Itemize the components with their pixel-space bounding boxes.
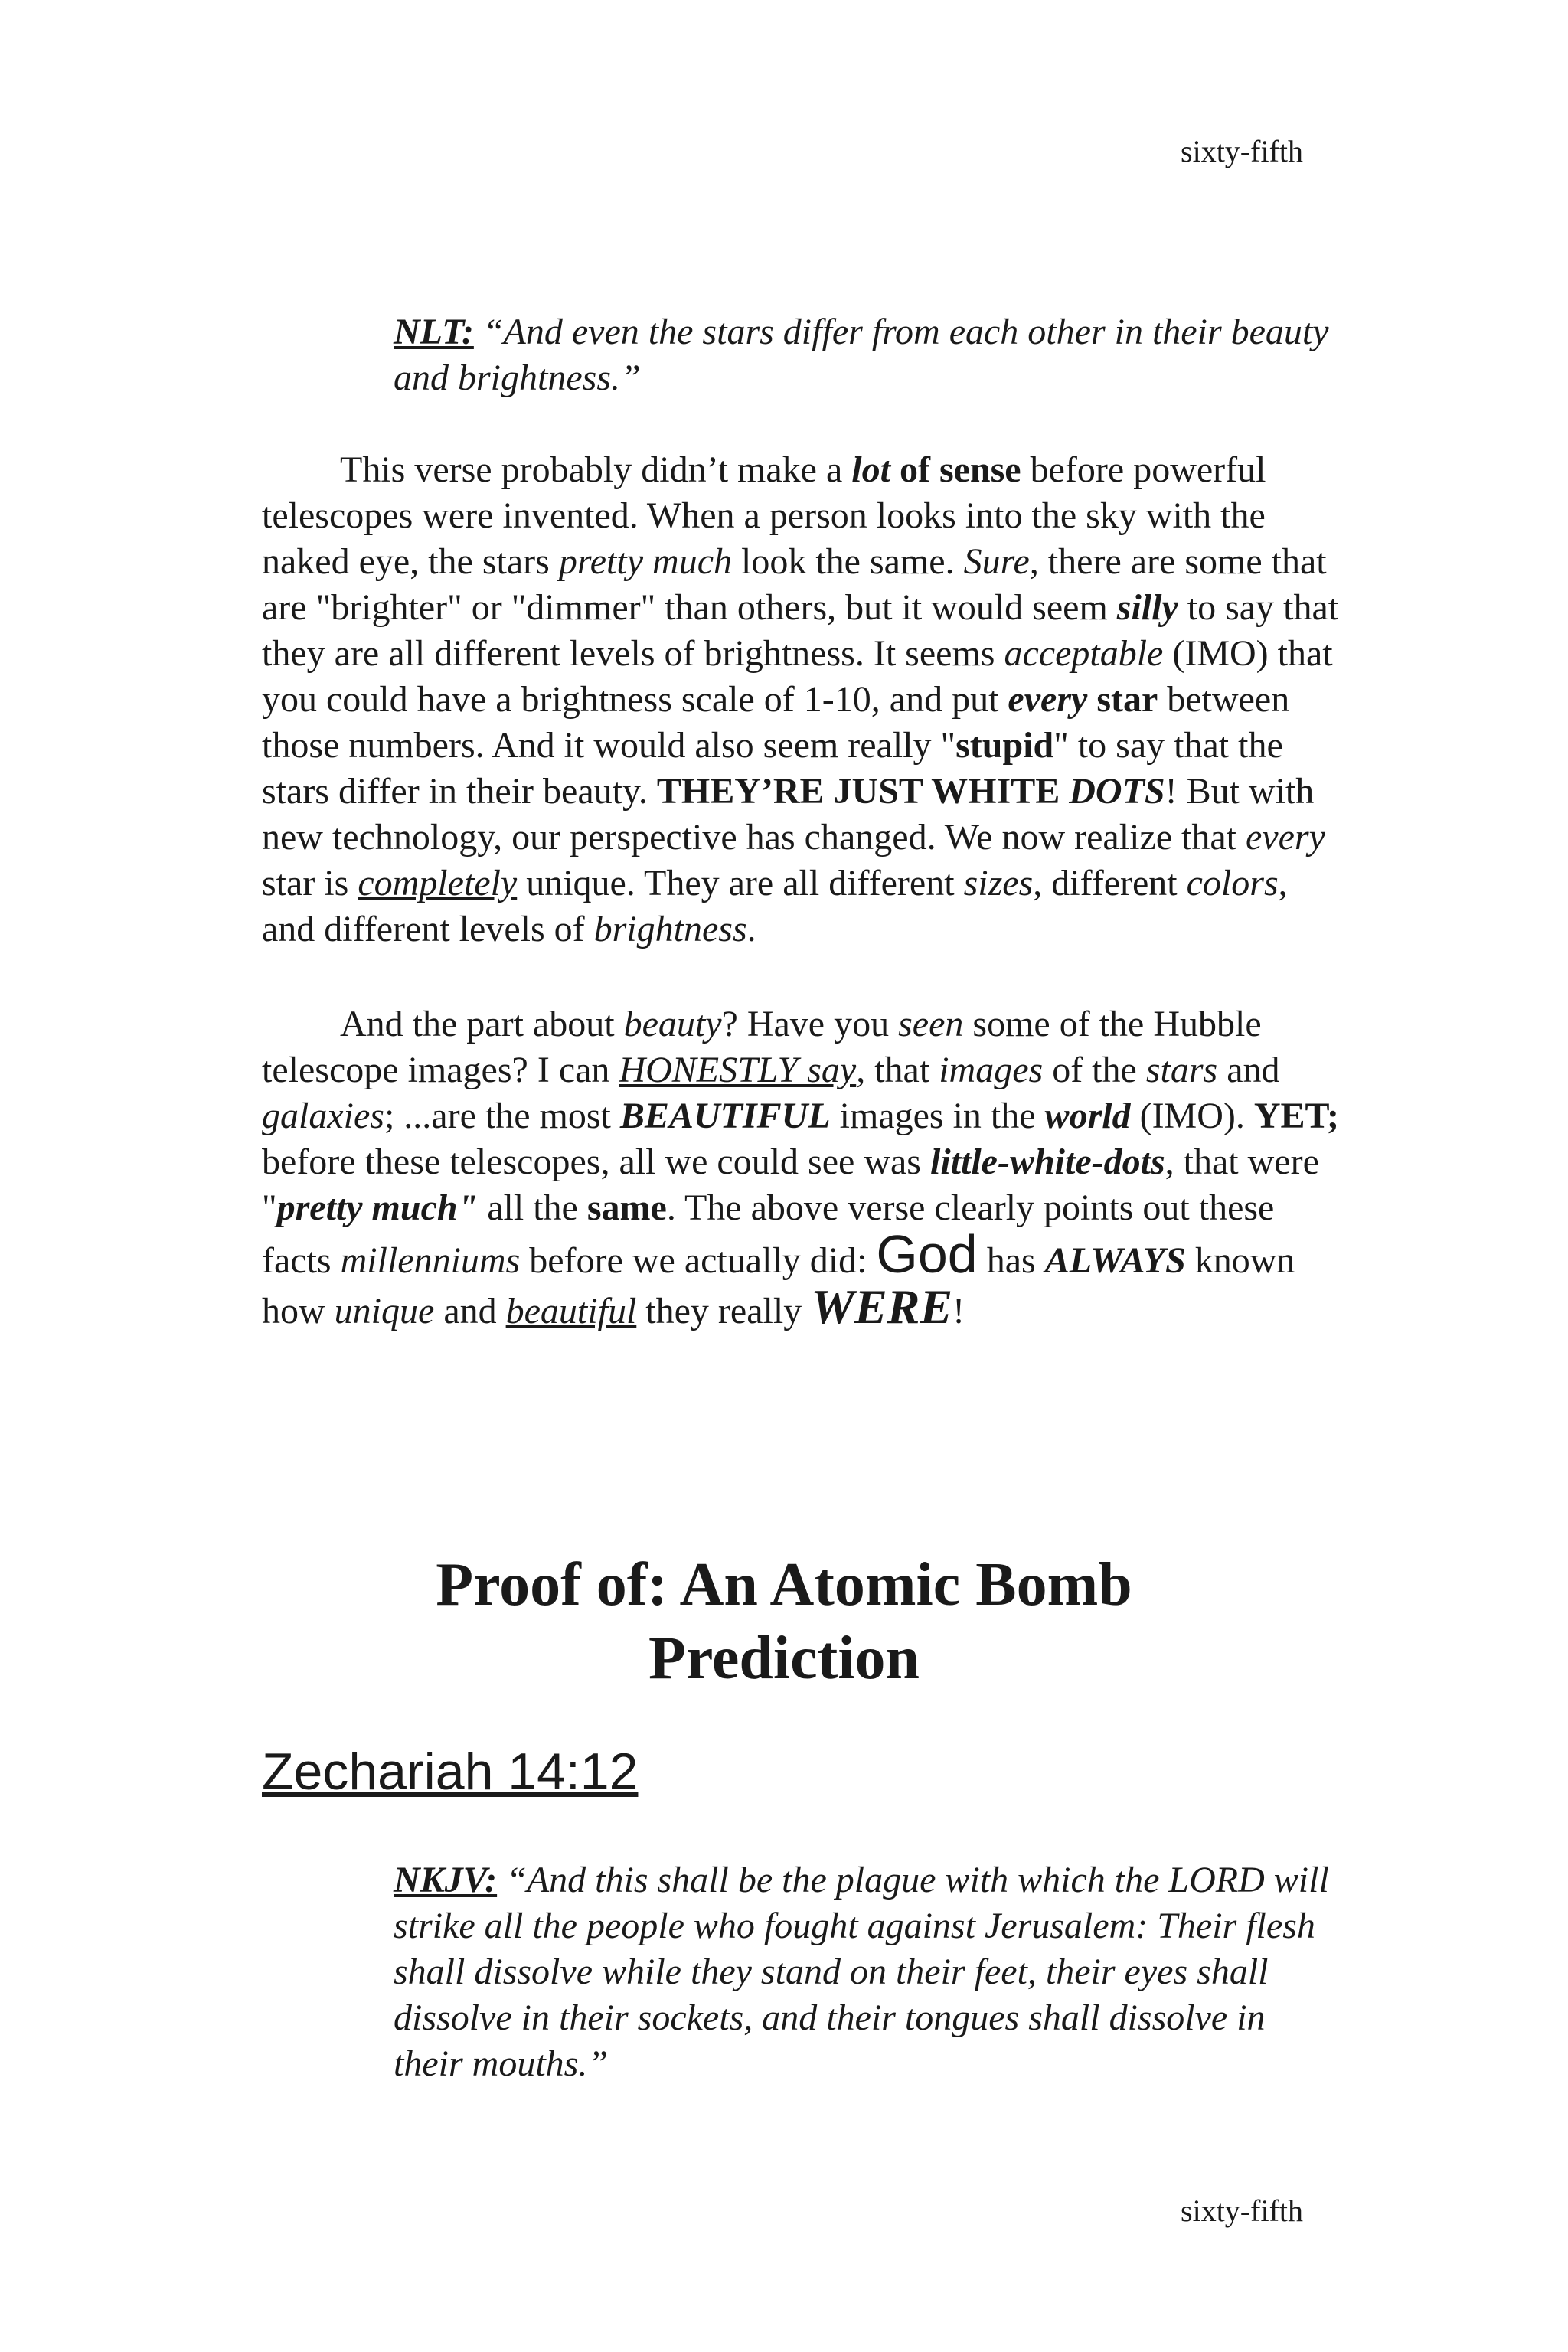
text-run: known how (262, 1240, 1295, 1331)
text-run: unique. They are all different (517, 863, 964, 903)
bible-quote-nkjv (394, 1857, 1343, 2087)
text-run: between those numbers. And it would also seem really " (262, 679, 1290, 766)
text-run: before powerful telescopes were invented. When a person looks into the sky with the naked eye, the stars (262, 449, 1266, 582)
emphasis-text: pretty much (558, 541, 732, 582)
text-run: some of the Hubble telescope images? I can (262, 1004, 1262, 1090)
emphasis-text: star (1087, 679, 1158, 720)
emphasis-text: HONESTLY say (619, 1050, 857, 1090)
emphasis-text: beauty (623, 1004, 722, 1044)
emphasis-text: pretty much" (276, 1187, 479, 1228)
emphasis-text: beautiful (505, 1291, 637, 1331)
emphasis-text: same (586, 1187, 667, 1228)
large-text: God (876, 1224, 978, 1284)
text-run: , there are some that are "brighter" or "dimmer" than others, but it would seem (262, 541, 1327, 628)
emphasis-text: Sure (963, 541, 1030, 582)
text-run: , different (1033, 863, 1187, 903)
text-run: star is (262, 863, 358, 903)
large-text: WERE (811, 1279, 953, 1334)
text-run: (IMO) that you could have a brightness scale of 1-10, and put (262, 633, 1333, 720)
emphasis-text: every (1245, 817, 1325, 858)
page-number-bottom: sixty-fifth (1181, 2194, 1303, 2228)
emphasis-text: BEAUTIFUL (619, 1096, 831, 1136)
emphasis-text: stupid (956, 725, 1054, 766)
emphasis-text: world (1044, 1096, 1131, 1136)
emphasis-text: acceptable (1004, 633, 1164, 674)
text-run: all the (478, 1187, 587, 1228)
emphasis-text: stars (1145, 1050, 1218, 1090)
quote-version-label: NKJV: (394, 1860, 498, 1900)
text-run: and (434, 1291, 506, 1331)
text-run: before these telescopes, all we could see was (262, 1142, 930, 1182)
text-run: look the same. (732, 541, 964, 582)
text-run: " to say that the stars differ in their beauty. (262, 725, 1283, 812)
text-run: they really (636, 1291, 812, 1331)
text-run: , that (856, 1050, 939, 1090)
text-run: has (977, 1240, 1045, 1281)
emphasis-text: images (939, 1050, 1044, 1090)
text-run: of the (1043, 1050, 1146, 1090)
heading-line-2: Prediction (648, 1625, 920, 1692)
heading-line-1: Proof of: An Atomic Bomb (436, 1551, 1132, 1619)
emphasis-text: silly (1116, 587, 1178, 628)
text-run: to say that they are all different levels of brightness. It seems (262, 587, 1339, 674)
text-run: ! (952, 1291, 965, 1331)
emphasis-text: millenniums (340, 1240, 521, 1281)
scripture-reference: Zechariah 14:12 (262, 1743, 639, 1801)
quote-text: “And this shall be the plague with which the LORD will strike all the people who fought against Jerusalem: Their flesh shall dissolve while they stand on their feet, their eyes shall dissolve in their sockets, and their tongues shall dissolve in their mouths.” (394, 1860, 1329, 2084)
emphasis-text: galaxies (262, 1096, 384, 1136)
text-run: , and different levels of (262, 863, 1288, 949)
section-heading (262, 1548, 1306, 1695)
text-run: . (746, 909, 756, 949)
emphasis-text: little-white-dots (929, 1142, 1165, 1182)
emphasis-text: every (1008, 679, 1088, 720)
text-run: ; ...are the most (384, 1096, 620, 1136)
text-run: , that were " (262, 1142, 1319, 1228)
text-run: And the part about (340, 1004, 624, 1044)
emphasis-text: DOTS (1069, 771, 1165, 812)
text-run: This verse probably didn’t make a (340, 449, 852, 490)
emphasis-text: unique (334, 1291, 435, 1331)
emphasis-text: brightness (593, 909, 747, 949)
emphasis-text: sizes (963, 863, 1034, 903)
quote-text: “And even the stars differ from each other in their beauty and brightness.” (394, 312, 1329, 398)
emphasis-text: lot (851, 449, 890, 490)
emphasis-text: ALWAYS (1044, 1240, 1186, 1281)
emphasis-text: completely (358, 863, 518, 903)
bible-quote-nlt (394, 309, 1343, 401)
emphasis-text: YET; (1253, 1096, 1339, 1136)
emphasis-text: of sense (890, 449, 1021, 490)
text-run: before we actually did: (520, 1240, 877, 1281)
page-number-top: sixty-fifth (1181, 134, 1303, 168)
text-run: . The above verse clearly points out these facts (262, 1187, 1275, 1281)
text-run: ! But with new technology, our perspective has changed. We now realize that (262, 771, 1315, 858)
text-run: (IMO). (1130, 1096, 1254, 1136)
emphasis-text: seen (898, 1004, 964, 1044)
body-paragraph-2 (262, 1001, 1349, 1334)
text-run: ? Have you (721, 1004, 899, 1044)
text-run: images in the (830, 1096, 1045, 1136)
quote-version-label: NLT: (394, 312, 474, 352)
emphasis-text: colors (1186, 863, 1279, 903)
emphasis-text: THEY’RE JUST WHITE (656, 771, 1070, 812)
text-run: and (1217, 1050, 1280, 1090)
body-paragraph-1 (262, 447, 1349, 952)
